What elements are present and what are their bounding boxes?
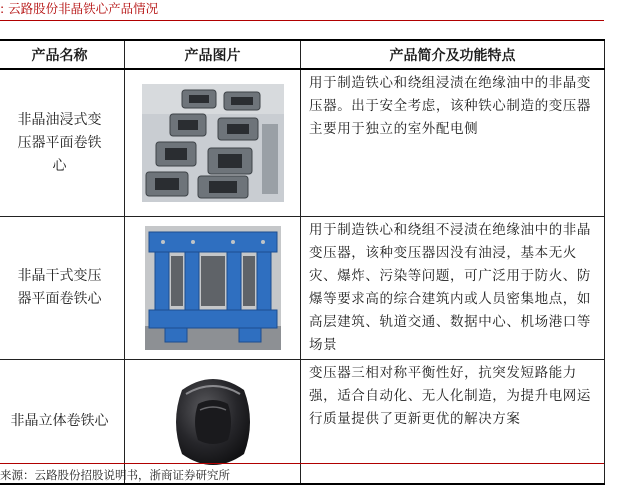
3d-wound-core-photo: [170, 370, 256, 474]
source-divider: [0, 463, 604, 464]
product-description: 用于制造铁心和绕组浸渍在绝缘油中的非晶变压器。出于安全考虑，该种铁心制造的变压器主要用于独立的室外配电侧: [301, 69, 605, 217]
product-name-cell: [0, 69, 125, 217]
product-description: 变压器三相对称平衡性好，抗突发短路能力强，适合自动化、无人化制造，为提升电网运行质量提供了更新更优的解决方案: [301, 360, 605, 485]
product-description: 用于制造铁心和绕组不浸渍在绝缘油中的非晶变压器，该种变压器因没有油浸，基本无火灾、爆炸、污染等问题，可广泛用于防火、防爆等要求高的综合建筑内或人员密集地点，如高层建筑、轨道交通、数据中心、机场港口等场景: [301, 217, 605, 360]
product-table: [0, 39, 605, 485]
product-name: 非晶立体卷铁心: [10, 413, 109, 429]
caption-divider: [0, 20, 604, 21]
source-note: 来源：云路股份招股说明书，浙商证券研究所: [0, 468, 230, 482]
dry-type-core-photo: [145, 226, 281, 350]
oil-immersed-core-photo: [142, 84, 284, 202]
header-product-name: 产品名称: [0, 40, 125, 69]
table-header-row: [0, 40, 605, 69]
table-row: [0, 217, 605, 360]
product-image-cell: [125, 217, 301, 360]
header-product-image: 产品图片: [125, 40, 301, 69]
product-name: 非晶干式变压器平面卷铁心: [17, 268, 102, 307]
product-table-container: [0, 39, 604, 485]
table-row: [0, 69, 605, 217]
product-image-cell: [125, 69, 301, 217]
product-name-cell: [0, 217, 125, 360]
figure-caption: : 云路股份非晶铁心产品情况: [0, 1, 159, 16]
header-product-description: 产品简介及功能特点: [301, 40, 605, 69]
product-name: 非晶油浸式变压器平面卷铁心: [17, 111, 102, 174]
table-row: [0, 360, 605, 485]
product-name-cell: [0, 360, 125, 485]
product-image-cell: [125, 360, 301, 485]
